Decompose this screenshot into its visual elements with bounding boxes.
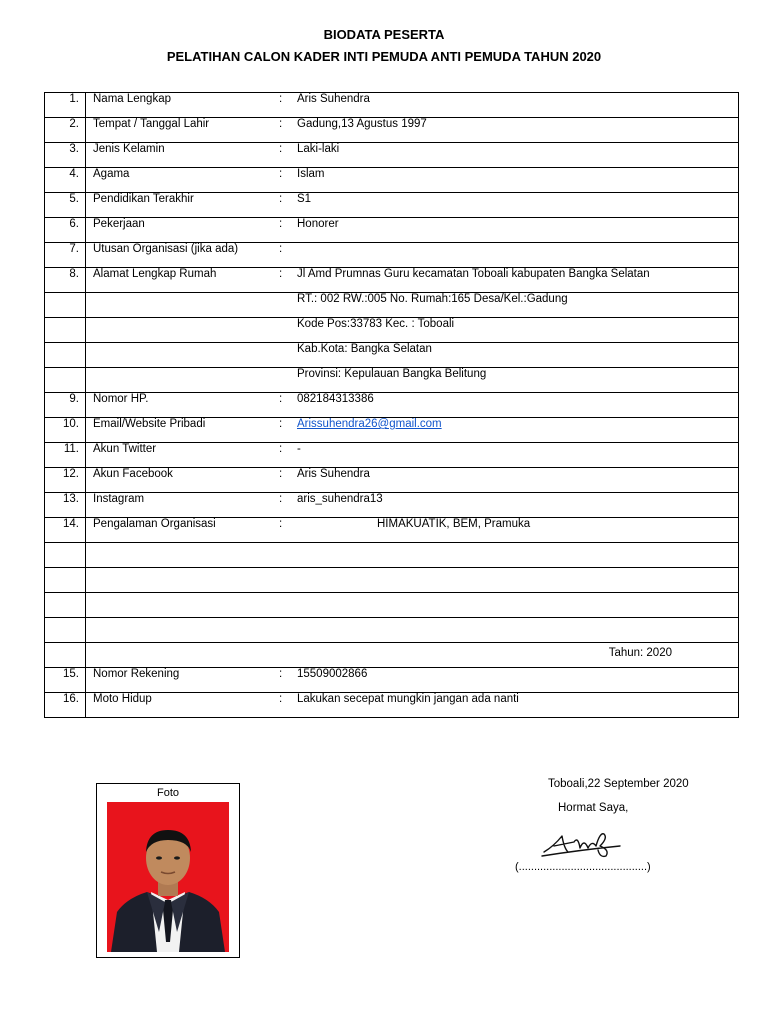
- field-value: RT.: 002 RW.:005 No. Rumah:165 Desa/Kel.:Gadung: [297, 293, 568, 305]
- table-row: [45, 693, 739, 718]
- field-colon: :: [279, 268, 283, 280]
- field-value: -: [297, 443, 301, 455]
- photo-frame: [96, 783, 240, 958]
- table-row: [45, 193, 739, 218]
- table-row: [45, 518, 739, 543]
- row-number: 9.: [45, 393, 86, 418]
- field-value: S1: [297, 193, 312, 205]
- table-row: [45, 593, 739, 618]
- row-number: [45, 618, 86, 643]
- field-value: Jl Amd Prumnas Guru kecamatan Toboali kabupaten Bangka Selatan: [297, 268, 650, 280]
- field-value: Provinsi: Kepulauan Bangka Belitung: [297, 368, 487, 380]
- field-value: Gadung,13 Agustus 1997: [297, 118, 427, 130]
- field-label: Tempat / Tanggal Lahir: [93, 118, 210, 130]
- field-colon: :: [279, 468, 283, 480]
- row-number: 3.: [45, 143, 86, 168]
- row-number: 8.: [45, 268, 86, 293]
- row-number: 12.: [45, 468, 86, 493]
- row-number: 6.: [45, 218, 86, 243]
- table-row: [45, 368, 739, 393]
- table-row: [45, 643, 739, 668]
- field-label: Nomor HP.: [93, 393, 149, 405]
- field-colon: :: [279, 693, 283, 705]
- row-number: 1.: [45, 93, 86, 118]
- field-label: Instagram: [93, 493, 145, 505]
- table-row: [45, 143, 739, 168]
- table-row: [45, 668, 739, 693]
- signature-name-line: (..........................................): [515, 861, 651, 873]
- table-row: [45, 418, 739, 443]
- table-row: [45, 118, 739, 143]
- field-value: Aris Suhendra: [297, 468, 370, 480]
- field-value: Honorer: [297, 218, 339, 230]
- table-row: [45, 268, 739, 293]
- portrait-illustration: [107, 802, 229, 952]
- row-number: 16.: [45, 693, 86, 718]
- row-number: 4.: [45, 168, 86, 193]
- document-title: BIODATA PESERTA: [323, 27, 445, 42]
- row-number: [45, 593, 86, 618]
- field-label: Jenis Kelamin: [93, 143, 165, 155]
- row-number: 2.: [45, 118, 86, 143]
- table-row: [45, 218, 739, 243]
- table-row: [45, 568, 739, 593]
- field-value: 082184313386: [297, 393, 374, 405]
- table-row: [45, 618, 739, 643]
- row-number: [45, 343, 86, 368]
- field-label: Email/Website Pribadi: [93, 418, 206, 430]
- field-label: Nomor Rekening: [93, 668, 180, 680]
- row-number: 14.: [45, 518, 86, 543]
- row-number: [45, 568, 86, 593]
- field-colon: :: [279, 168, 283, 180]
- row-number: 13.: [45, 493, 86, 518]
- year-value: Tahun: 2020: [608, 647, 672, 659]
- field-colon: :: [279, 243, 283, 255]
- photo-caption: Foto: [156, 787, 179, 799]
- table-row: [45, 393, 739, 418]
- table-row: [45, 93, 739, 118]
- handwritten-signature: [540, 826, 624, 860]
- field-label: Akun Twitter: [93, 443, 157, 455]
- table-row: [45, 443, 739, 468]
- table-row: [45, 493, 739, 518]
- table-row: [45, 243, 739, 268]
- field-label: Pengalaman Organisasi: [93, 518, 216, 530]
- field-label: Pekerjaan: [93, 218, 145, 230]
- row-number: 10.: [45, 418, 86, 443]
- field-label: Nama Lengkap: [93, 93, 171, 105]
- signature-closing: Hormat Saya,: [558, 802, 629, 814]
- row-number: 11.: [45, 443, 86, 468]
- row-number: [45, 643, 86, 668]
- row-number: [45, 318, 86, 343]
- row-number: [45, 368, 86, 393]
- table-row: [45, 293, 739, 318]
- row-number: 15.: [45, 668, 86, 693]
- table-row: [45, 318, 739, 343]
- field-label: Akun Facebook: [93, 468, 173, 480]
- field-value: Lakukan secepat mungkin jangan ada nanti: [297, 693, 519, 705]
- field-label: Moto Hidup: [93, 693, 152, 705]
- field-colon: :: [279, 518, 283, 530]
- field-value: Aris Suhendra: [297, 93, 370, 105]
- field-colon: :: [279, 218, 283, 230]
- signature-place-date: Toboali,22 September 2020: [548, 778, 689, 790]
- email-link[interactable]: Arissuhendra26@gmail.com: [297, 418, 442, 430]
- row-number: 5.: [45, 193, 86, 218]
- field-colon: :: [279, 493, 283, 505]
- row-number: [45, 293, 86, 318]
- field-value: aris_suhendra13: [297, 493, 383, 505]
- field-value: Laki-laki: [297, 143, 340, 155]
- field-label: Pendidikan Terakhir: [93, 193, 194, 205]
- table-row: [45, 543, 739, 568]
- table-row: [45, 168, 739, 193]
- field-label: Agama: [93, 168, 130, 180]
- table-row: [45, 468, 739, 493]
- field-colon: :: [279, 118, 283, 130]
- field-colon: :: [279, 418, 283, 430]
- field-colon: :: [279, 143, 283, 155]
- field-value: Kab.Kota: Bangka Selatan: [297, 343, 432, 355]
- field-colon: :: [279, 668, 283, 680]
- field-colon: :: [279, 443, 283, 455]
- field-value: Islam: [297, 168, 325, 180]
- document-subtitle: PELATIHAN CALON KADER INTI PEMUDA ANTI PEMUDA TAHUN 2020: [166, 49, 602, 64]
- field-colon: :: [279, 393, 283, 405]
- biodata-table: [44, 92, 739, 718]
- field-value: Kode Pos:33783 Kec. : Toboali: [297, 318, 455, 330]
- field-label: Utusan Organisasi (jika ada): [93, 243, 239, 255]
- field-colon: :: [279, 193, 283, 205]
- row-number: 7.: [45, 243, 86, 268]
- field-label: Alamat Lengkap Rumah: [93, 268, 217, 280]
- participant-photo: [107, 802, 229, 952]
- field-value: 15509002866: [297, 668, 368, 680]
- field-colon: :: [279, 93, 283, 105]
- table-row: [45, 343, 739, 368]
- row-number: [45, 543, 86, 568]
- field-value: HIMAKUATIK, BEM, Pramuka: [377, 518, 531, 530]
